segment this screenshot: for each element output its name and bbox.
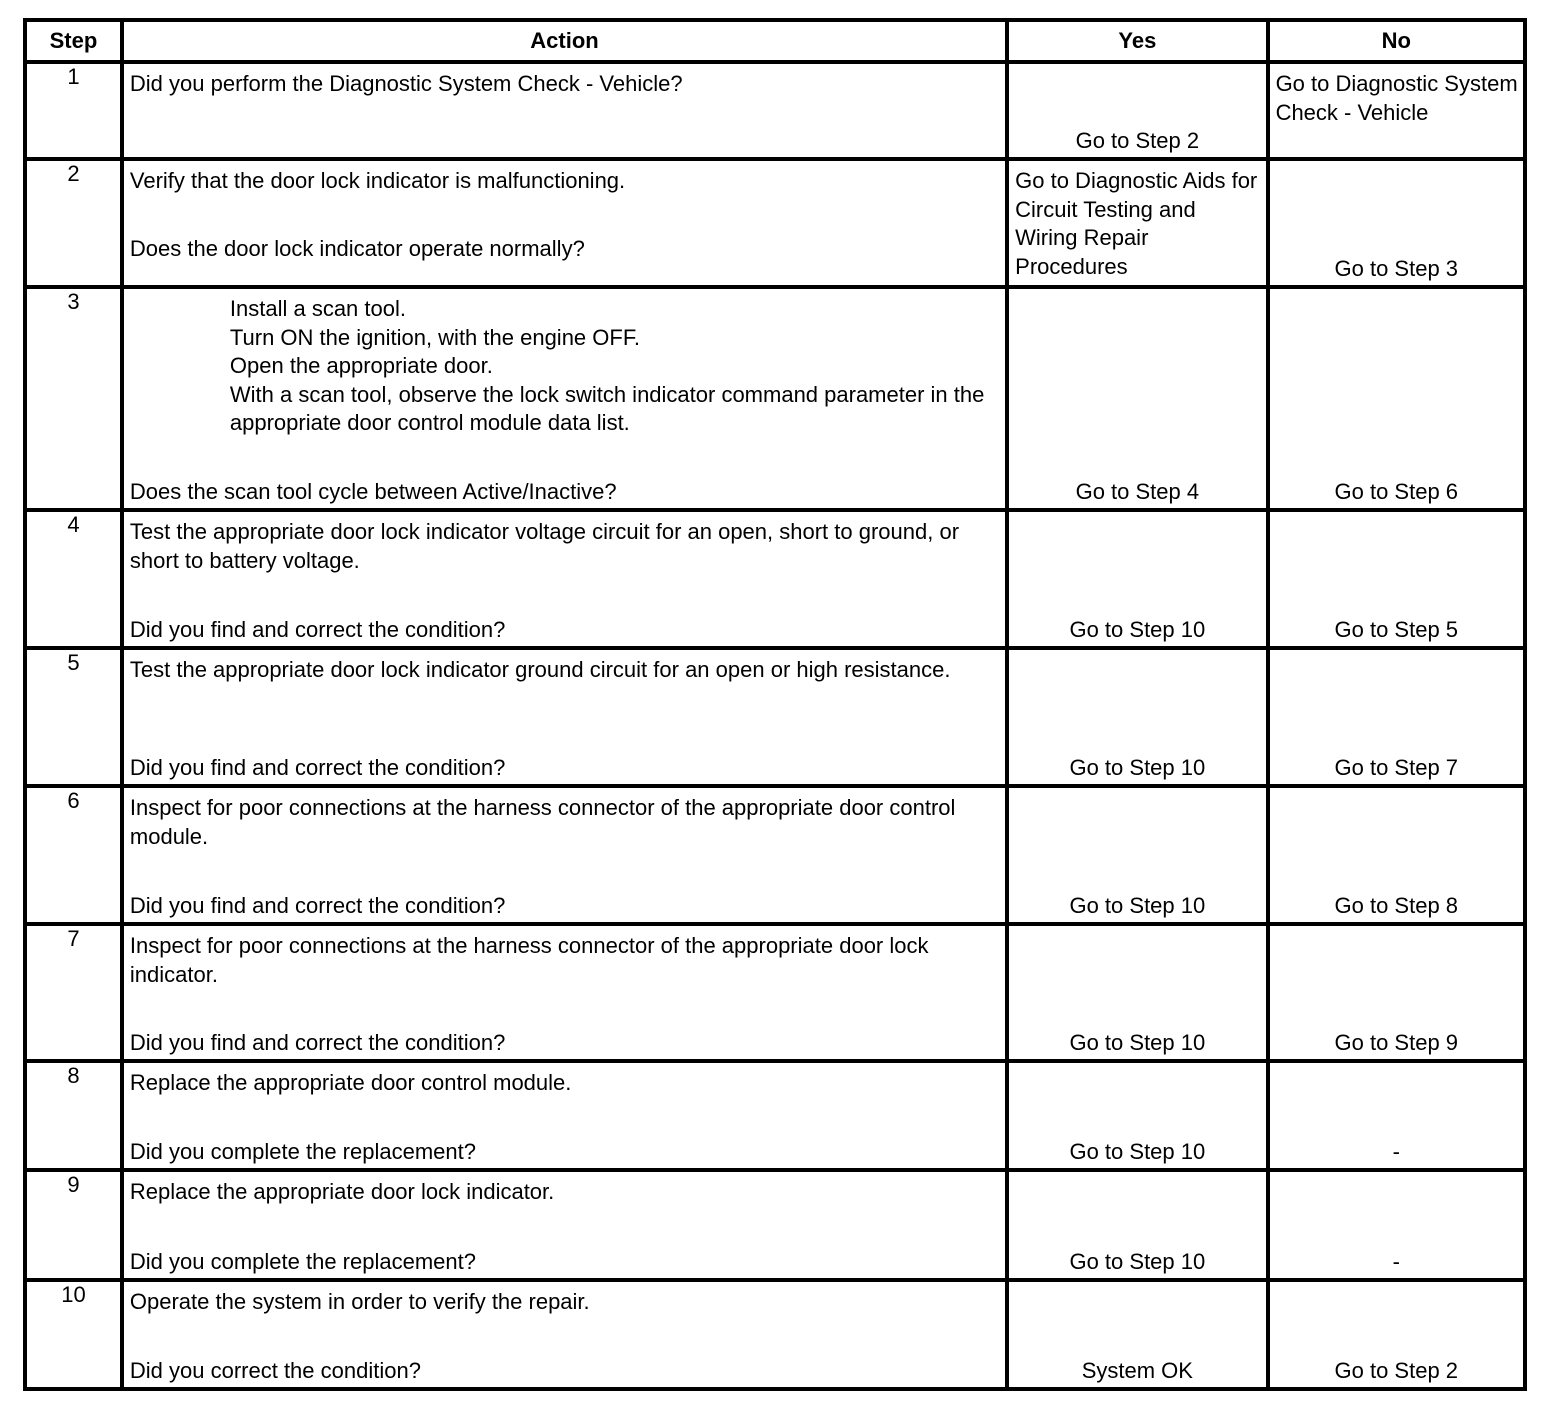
action-question: Did you find and correct the condition?: [129, 754, 506, 780]
table-row: [25, 1280, 1525, 1389]
yes-result: Go to Step 10: [1069, 754, 1206, 780]
step-number: 6: [25, 786, 122, 924]
diagnostic-table: [23, 18, 1527, 1391]
yes-cell: [1007, 1280, 1267, 1389]
action-substeps: [230, 295, 999, 438]
step-number: 7: [25, 924, 122, 1061]
yes-cell: [1007, 62, 1267, 159]
yes-result: Go to Step 10: [1069, 892, 1206, 918]
yes-result: Go to Step 10: [1069, 1029, 1206, 1055]
no-cell: [1268, 786, 1525, 924]
no-result: Go to Step 5: [1334, 616, 1459, 642]
no-cell: [1268, 159, 1525, 287]
table-row: [25, 1170, 1525, 1280]
no-result: Go to Step 7: [1334, 754, 1459, 780]
yes-cell: [1007, 159, 1267, 287]
table-row: [25, 510, 1525, 648]
action-cell: [122, 1061, 1007, 1170]
table-row: [25, 1061, 1525, 1170]
table-row: [25, 924, 1525, 1061]
header-step: Step: [25, 20, 122, 62]
action-text: Verify that the door lock indicator is malfunctioning.: [129, 168, 626, 193]
yes-cell: [1007, 648, 1267, 786]
table-row: [25, 287, 1525, 510]
action-text: Operate the system in order to verify the repair.: [129, 1289, 590, 1314]
action-question: Did you complete the replacement?: [129, 1248, 476, 1274]
yes-result: Go to Step 10: [1069, 1138, 1206, 1164]
yes-result: Go to Step 2: [1075, 127, 1200, 153]
header-no: No: [1268, 20, 1525, 62]
no-result: -: [1392, 1248, 1400, 1274]
action-text: Test the appropriate door lock indicator voltage circuit for an open, short to ground, or short to battery voltage.: [129, 519, 960, 573]
no-result: Go to Diagnostic System Check - Vehicle: [1275, 71, 1518, 125]
no-cell: [1268, 1061, 1525, 1170]
table-row: [25, 786, 1525, 924]
action-cell: [122, 1280, 1007, 1389]
step-number: 5: [25, 648, 122, 786]
no-cell: [1268, 1170, 1525, 1280]
yes-result: Go to Diagnostic Aids for Circuit Testing and Wiring Repair Procedures: [1015, 168, 1258, 279]
substep-item: With a scan tool, observe the lock switch indicator command parameter in the appropriate door control module data list.: [229, 381, 985, 435]
yes-result: Go to Step 10: [1069, 1248, 1206, 1274]
action-question: Does the door lock indicator operate normally?: [129, 235, 585, 261]
no-result: Go to Step 6: [1334, 478, 1459, 504]
no-result: Go to Step 8: [1334, 892, 1459, 918]
no-cell: [1268, 924, 1525, 1061]
action-cell: [122, 287, 1007, 510]
no-result: Go to Step 9: [1334, 1029, 1459, 1055]
header-yes: Yes: [1007, 20, 1267, 62]
action-text: Inspect for poor connections at the harness connector of the appropriate door control module.: [129, 795, 956, 849]
action-cell: [122, 510, 1007, 648]
header-row: [25, 20, 1525, 62]
substep-item: Open the appropriate door.: [229, 353, 493, 378]
no-cell: [1268, 1280, 1525, 1389]
header-action: Action: [122, 20, 1007, 62]
action-question: Did you find and correct the condition?: [129, 616, 506, 642]
step-number: 10: [25, 1280, 122, 1389]
action-text: Test the appropriate door lock indicator ground circuit for an open or high resistance.: [129, 657, 951, 682]
table-row: [25, 62, 1525, 159]
no-result: -: [1392, 1138, 1400, 1164]
action-cell: [122, 1170, 1007, 1280]
yes-cell: [1007, 1170, 1267, 1280]
action-question: Did you correct the condition?: [129, 1357, 421, 1383]
step-number: 8: [25, 1061, 122, 1170]
substep-item: Turn ON the ignition, with the engine OFF.: [229, 324, 640, 350]
action-cell: [122, 159, 1007, 287]
action-question: Does the scan tool cycle between Active/Inactive?: [129, 478, 617, 504]
no-cell: [1268, 287, 1525, 510]
no-cell: [1268, 62, 1525, 159]
yes-result: Go to Step 10: [1069, 616, 1206, 642]
action-cell: [122, 62, 1007, 159]
table-row: [25, 159, 1525, 287]
no-result: Go to Step 3: [1334, 255, 1459, 281]
step-number: 3: [25, 287, 122, 510]
no-cell: [1268, 510, 1525, 648]
action-cell: [122, 786, 1007, 924]
action-question: Did you find and correct the condition?: [129, 892, 506, 918]
step-number: 9: [25, 1170, 122, 1280]
table-row: [25, 648, 1525, 786]
action-question: Did you complete the replacement?: [129, 1138, 476, 1164]
action-cell: [122, 924, 1007, 1061]
yes-result: System OK: [1081, 1357, 1193, 1383]
no-result: Go to Step 2: [1334, 1357, 1459, 1383]
yes-cell: [1007, 924, 1267, 1061]
yes-cell: [1007, 287, 1267, 510]
step-number: 4: [25, 510, 122, 648]
no-cell: [1268, 648, 1525, 786]
step-number: 2: [25, 159, 122, 287]
yes-cell: [1007, 786, 1267, 924]
action-question: Did you find and correct the condition?: [129, 1029, 506, 1055]
action-text: Replace the appropriate door lock indicator.: [129, 1179, 555, 1204]
action-text: Inspect for poor connections at the harness connector of the appropriate door lock indicator.: [129, 933, 929, 987]
yes-cell: [1007, 1061, 1267, 1170]
action-text: Did you perform the Diagnostic System Check - Vehicle?: [129, 71, 683, 96]
yes-cell: [1007, 510, 1267, 648]
action-text: Replace the appropriate door control module.: [129, 1070, 572, 1095]
yes-result: Go to Step 4: [1075, 478, 1200, 504]
action-cell: [122, 648, 1007, 786]
step-number: 1: [25, 62, 122, 159]
substep-item: Install a scan tool.: [229, 296, 406, 321]
